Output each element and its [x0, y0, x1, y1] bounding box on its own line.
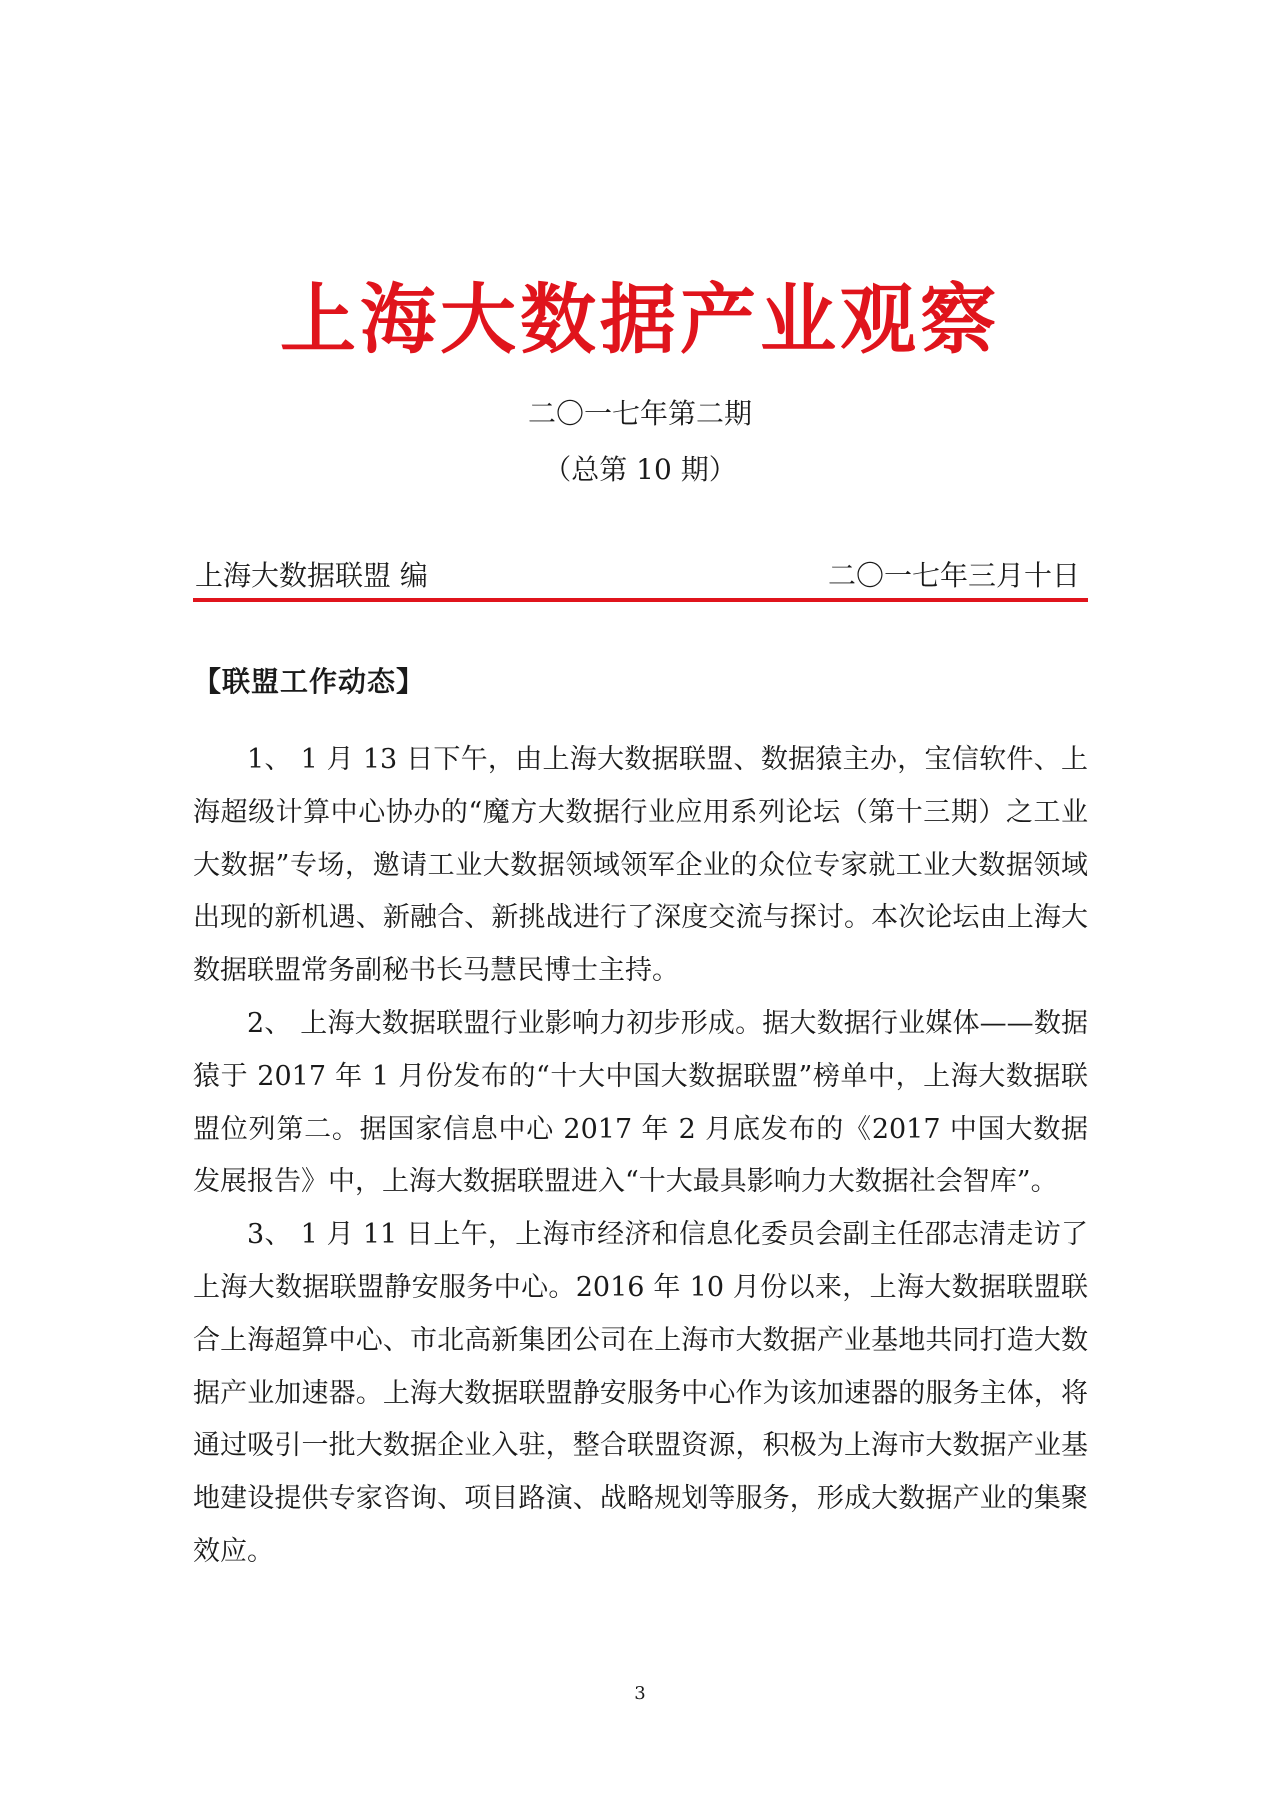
red-divider: [193, 598, 1088, 602]
publish-date: 二〇一七年三月十日: [827, 559, 1080, 592]
section-heading: 【联盟工作动态】: [193, 665, 426, 698]
masthead-title: 上海大数据产业观察: [280, 275, 1000, 364]
paragraph-3: 3、 1 月 11 日上午，上海市经济和信息化委员会副主任邵志清走访了上海大数据联盟静安服务中心。2016 年 10 月份以来，上海大数据联盟联合上海超算中心、市北高新集团公司在上海市大数据产业基地共同打造大数据产业加速器。上海大数据联盟静安服务中心作为该加速器的服务主体，将通过吸引一批大数据企业入驻，整合联盟资源，积极为上海市大数据产业基地建设提供专家咨询、项目路演、战略规划等服务，形成大数据产业的集聚效应。: [193, 1219, 1088, 1567]
paragraph-2: 2、 上海大数据联盟行业影响力初步形成。据大数据行业媒体——数据猿于 2017 年 1 月份发布的“十大中国大数据联盟”榜单中，上海大数据联盟位列第二。据国家信息中心 2017 年 2 月底发布的《2017 中国大数据发展报告》中，上海大数据联盟进入“十大最具影响力大数据社会智库”。: [193, 1007, 1088, 1198]
article-body: [193, 734, 1088, 1579]
issue-number: 二〇一七年第二期: [527, 397, 752, 430]
total-issue-number: （总第 10 期）: [543, 453, 737, 486]
editor-credit: 上海大数据联盟 编: [195, 559, 428, 592]
page-number: 3: [634, 1683, 646, 1704]
editor-date-row: [193, 556, 1088, 596]
paragraph-1: 1、 1 月 13 日下午，由上海大数据联盟、数据猿主办，宝信软件、上海超级计算中心协办的“魔方大数据行业应用系列论坛（第十三期）之工业大数据”专场，邀请工业大数据领域领军企业的众位专家就工业大数据领域出现的新机遇、新融合、新挑战进行了深度交流与探讨。本次论坛由上海大数据联盟常务副秘书长马慧民博士主持。: [193, 744, 1088, 987]
